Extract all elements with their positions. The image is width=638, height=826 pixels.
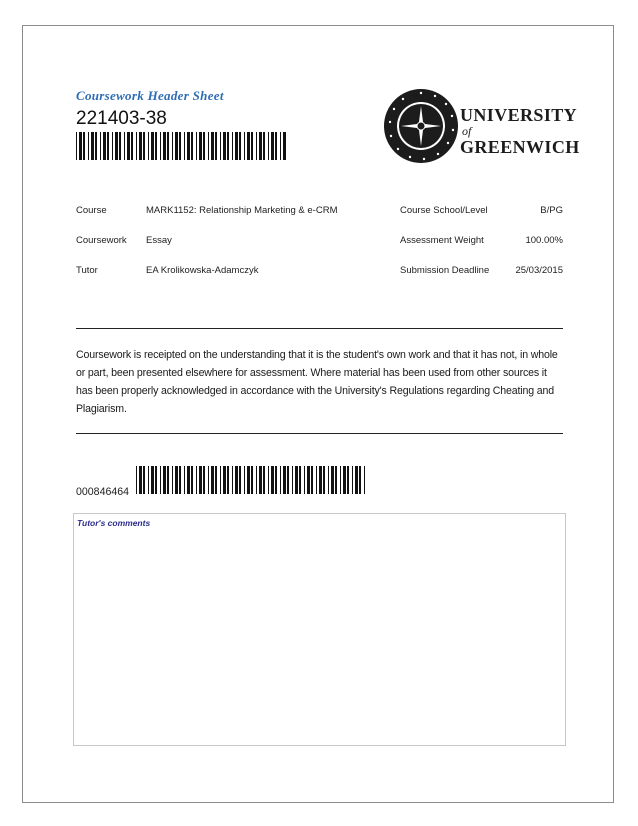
school-level-value: B/PG [540,205,563,216]
coursework-details [76,205,563,295]
course-value: MARK1152: Relationship Marketing & e-CRM [146,205,338,216]
assessment-weight-value: 100.00% [525,235,563,246]
wordmark-line-of: of [462,124,472,138]
details-row-course [76,205,563,235]
university-wordmark [460,106,580,156]
tutor-comments-label: Tutor's comments [77,518,151,528]
wordmark-line-greenwich: GREENWICH [460,137,580,157]
candidate-number: 000846464 [76,486,130,498]
tutor-value: EA Krolikowska-Adamczyk [146,265,259,276]
reference-number: 221403-38 [76,108,167,129]
tutor-label: Tutor [76,265,98,276]
coursework-label: Coursework [76,235,127,246]
submission-deadline-value: 25/03/2015 [515,265,563,276]
wordmark-line-university: UNIVERSITY [460,105,578,125]
sheet-title: Coursework Header Sheet [76,88,224,103]
divider-top [76,328,563,329]
tutor-comments-box[interactable] [73,513,566,746]
details-row-tutor [76,265,563,295]
university-seal-icon [383,82,459,168]
candidate-barcode [136,466,368,494]
submission-deadline-label: Submission Deadline [400,265,490,276]
divider-bottom [76,433,563,434]
assessment-weight-label: Assessment Weight [400,235,484,246]
receipt-statement: Coursework is receipted on the understanding that it is the student's own work and that it has not, in whole or part, been presented elsewhere for assessment. Where material has been used from other sources it has been properly acknowledged in accordance with the University's Regulations regarding Cheating and Plagiarism. [76,349,558,415]
coursework-value: Essay [146,235,172,246]
details-row-coursework [76,235,563,265]
university-logo [383,82,580,168]
course-label: Course [76,205,107,216]
school-level-label: Course School/Level [400,205,488,216]
reference-barcode [76,132,286,160]
